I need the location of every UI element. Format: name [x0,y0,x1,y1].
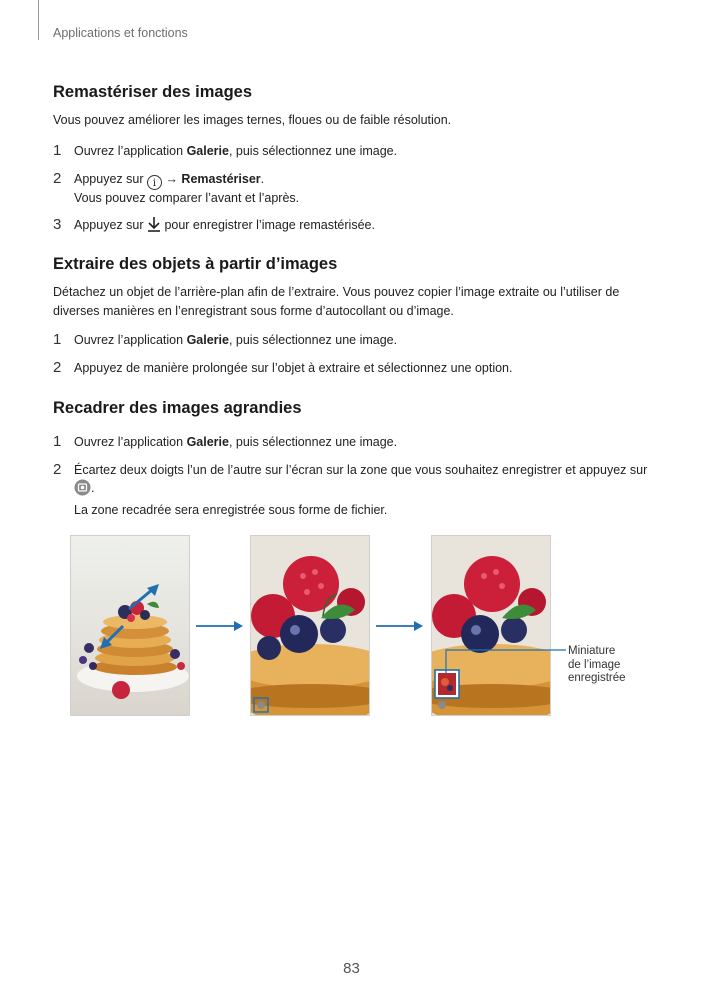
screenshot-pancakes-zoom [70,535,190,716]
step-number: 2 [53,461,62,478]
step-text: Ouvrez l’application Galerie, puis sélectionnez une image. [74,435,398,449]
screenshot-saved-thumbnail [431,535,551,716]
page-number: 83 [343,960,360,977]
step-number: 3 [53,216,62,233]
capture-icon [74,479,91,496]
step-number: 2 [53,170,62,187]
step-text: Appuyez sur i → Remastériser. [74,172,265,189]
pancakes-illustration [71,536,189,715]
step-text-cont: . [74,479,94,498]
thumbnail-caption: Miniature de l’image enregistrée [568,645,626,684]
right-arrow-icon [196,618,244,634]
section-intro-remaster: Vous pouvez améliorer les images ternes, floues ou de faible résolution. [53,113,452,127]
section-intro-extract-line2: diverses manières en l’enregistrant sous forme d’autocollant ou d’image. [53,304,454,318]
step-text: Appuyez sur pour enregistrer l’image remastérisée. [74,218,375,232]
step-number: 2 [53,359,62,376]
info-icon: i [147,175,162,190]
berries-thumbnail-illustration [432,536,550,715]
section-title-extract: Extraire des objets à partir d’images [53,255,338,273]
screenshot-zoomed-berries [250,535,370,716]
step-text: Appuyez de manière prolongée sur l’objet à extraire et sélectionnez une option. [74,361,513,375]
step-number: 1 [53,142,62,159]
section-title-remaster: Remastériser des images [53,83,253,101]
step-text: Ouvrez l’application Galerie, puis sélectionnez une image. [74,144,398,158]
berries-illustration [251,536,369,715]
section-title-crop: Recadrer des images agrandies [53,399,302,417]
step-number: 1 [53,331,62,348]
right-arrow-icon [376,618,424,634]
step-subtext: La zone recadrée sera enregistrée sous forme de fichier. [74,503,388,517]
section-intro-extract-line1: Détachez un objet de l’arrière-plan afin de l’extraire. Vous pouvez copier l’image extraite ou l’utiliser de [53,285,620,299]
step-text: Écartez deux doigts l’un de l’autre sur l’écran sur la zone que vous souhaitez enregistrer et appuyez sur [74,463,648,477]
step-subtext: Vous pouvez comparer l’avant et l’après. [74,191,300,205]
page-header: Applications et fonctions [53,26,188,40]
step-text: Ouvrez l’application Galerie, puis sélectionnez une image. [74,333,398,347]
step-number: 1 [53,433,62,450]
download-icon [147,216,161,232]
margin-rule [38,0,39,40]
callout-line [444,645,568,675]
